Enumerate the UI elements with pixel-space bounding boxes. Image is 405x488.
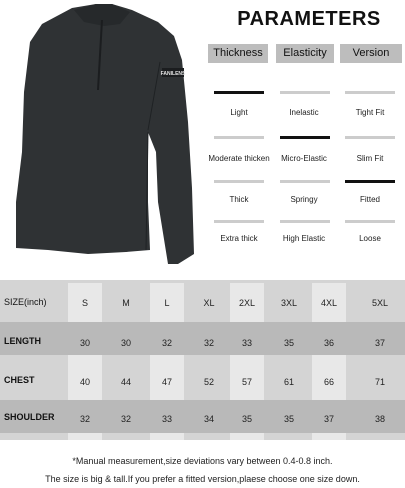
size-unit-label: (inch): [24, 297, 47, 307]
table-cell: 71: [374, 377, 385, 387]
table-cell: 40: [79, 377, 90, 387]
row-label-chest: CHEST: [4, 375, 35, 385]
table-cell: 32: [161, 338, 172, 348]
option-bar-moderate: [214, 136, 264, 139]
size-4xl: 4XL: [320, 298, 337, 308]
option-micro-elastic: Micro-Elastic: [281, 154, 327, 163]
table-cell: 37: [374, 338, 385, 348]
header-version: Version: [340, 44, 402, 63]
option-fitted: Fitted: [359, 195, 380, 204]
table-cell: 47: [161, 377, 172, 387]
option-inelastic: Inelastic: [289, 108, 319, 117]
option-bar-slim-fit: [345, 136, 395, 139]
note-measurement: *Manual measurement,size deviations vary between 0.4-0.8 inch.: [72, 456, 333, 466]
size-l: L: [164, 298, 170, 308]
table-cell: 66: [323, 377, 334, 387]
option-bar-thick: [214, 180, 264, 183]
table-cell: 34: [203, 414, 214, 424]
table-cell: 33: [161, 414, 172, 424]
table-cell: 32: [120, 414, 131, 424]
product-shirt-image: [8, 2, 198, 270]
table-cell: 36: [323, 338, 334, 348]
option-slim-fit: Slim Fit: [356, 154, 384, 163]
note-size-advice: The size is big & tall.If you prefer a fitted version,plaese choose one size down.: [45, 474, 360, 484]
table-cell: 32: [79, 414, 90, 424]
option-bar-springy: [280, 180, 330, 183]
size-s: S: [81, 298, 88, 308]
parameters-title: PARAMETERS: [237, 8, 381, 30]
size-m: M: [122, 298, 130, 308]
option-springy: Springy: [290, 195, 318, 204]
table-cell: 30: [79, 338, 90, 348]
size-header-cell: [4, 297, 47, 307]
option-light: Light: [230, 108, 248, 117]
table-cell: 33: [241, 338, 252, 348]
size-2xl: 2XL: [238, 298, 255, 308]
size-5xl: 5XL: [371, 298, 388, 308]
size-header-label: SIZE: [4, 297, 25, 307]
sleeve-logo-text: FANILENS: [160, 71, 186, 77]
table-cell: 35: [283, 414, 294, 424]
option-bar-micro-elastic: [280, 136, 330, 139]
option-loose: Loose: [359, 234, 381, 243]
option-tight-fit: Tight Fit: [355, 108, 385, 117]
option-bar-high-elastic: [280, 220, 330, 223]
table-cell: 35: [241, 414, 252, 424]
table-cell: 44: [120, 377, 131, 387]
table-cell: 35: [283, 338, 294, 348]
size-xl: XL: [203, 298, 215, 308]
table-cell: 61: [283, 377, 294, 387]
table-cell: 38: [374, 414, 385, 424]
row-label-shoulder: SHOULDER: [4, 412, 55, 422]
option-bar-extra-thick: [214, 220, 264, 223]
option-bar-tight-fit: [345, 91, 395, 94]
table-cell: 37: [323, 414, 334, 424]
option-high-elastic: High Elastic: [282, 234, 326, 243]
size-3xl: 3XL: [280, 298, 297, 308]
header-thickness: Thickness: [208, 44, 268, 63]
option-bar-loose: [345, 220, 395, 223]
row-label-length: LENGTH: [4, 336, 41, 346]
option-bar-fitted: [345, 180, 395, 183]
table-cell: 32: [203, 338, 214, 348]
option-bar-inelastic: [280, 91, 330, 94]
option-thick: Thick: [229, 195, 249, 204]
shirt-body: [16, 4, 194, 264]
table-cell: 30: [120, 338, 131, 348]
option-moderate-thicken: Moderate thicken: [208, 154, 270, 163]
option-bar-light: [214, 91, 264, 94]
header-elasticity: Elasticity: [276, 44, 334, 63]
table-cell: 57: [241, 377, 252, 387]
option-extra-thick: Extra thick: [220, 234, 258, 243]
table-cell: 52: [203, 377, 214, 387]
